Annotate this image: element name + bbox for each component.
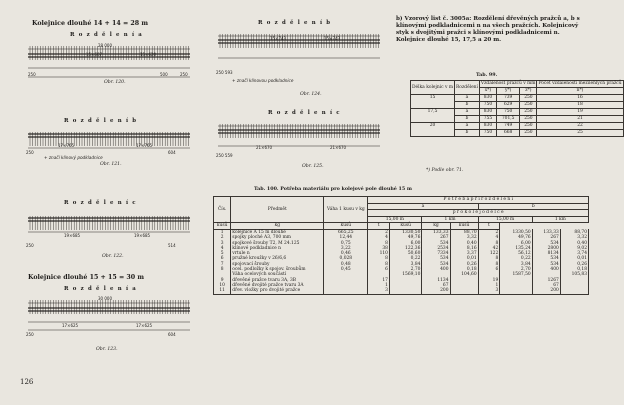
t100-cell: 0,01 — [450, 256, 478, 261]
t99-cell-z: 250 — [520, 130, 537, 137]
t99-cell-y: 749 — [496, 123, 519, 130]
t99-cell-variant: b — [455, 116, 480, 123]
t100-cell-item: klínové podkladnice n — [231, 246, 324, 251]
fig122-subtitle: R o z d ě l e n í c — [64, 200, 137, 206]
t100-cell: 267 — [422, 235, 450, 240]
table99 — [410, 80, 624, 137]
table-row — [411, 102, 624, 109]
t99-cell-variant: a — [455, 109, 480, 116]
t100-cell-item: dřevěné pražce tvaru 3A, 3B — [231, 278, 324, 283]
table-row — [214, 288, 589, 294]
fig120-subtitle: R o z d ě l e n í a — [70, 32, 143, 38]
t100-cell: 400 — [532, 267, 560, 272]
t100-cell: 3,37 — [450, 251, 478, 256]
table99-body — [411, 95, 624, 137]
t100-cell: 0,40 — [560, 241, 588, 246]
t100-units-row — [214, 223, 589, 230]
t100-cell: 17 — [368, 278, 390, 283]
t100-cell: 8 — [478, 241, 500, 246]
fig122-caption: Obr. 122. — [102, 254, 124, 259]
page-number: 126 — [20, 378, 34, 386]
t100-cell: 8134 — [532, 251, 560, 256]
t99-h-distance: Vzdálenost pražců v mm — [480, 81, 536, 86]
t99-cell-z: 250 — [520, 95, 537, 102]
t99-cell-length: 20 — [411, 123, 455, 130]
t100-cell: 534 — [422, 262, 450, 267]
t100-h-15m-b: 15,00 m — [478, 216, 532, 223]
t100-cell: 0,40 — [450, 241, 478, 246]
fig122-seg2: 19×685 — [134, 233, 151, 238]
fig120-seg2: 15×620 — [140, 52, 157, 57]
t100-cell: 6,00 — [500, 241, 532, 246]
t100-cell: 0,01 — [560, 256, 588, 261]
t100-h-b: b — [478, 203, 588, 210]
t100-cell: 3,74 — [560, 251, 588, 256]
t100-h-1km-b: 1 km — [532, 216, 588, 223]
fig121-left-gap: 250 — [26, 150, 34, 155]
fig122-track-diagram — [24, 216, 194, 246]
fig120-end: 250 — [180, 72, 188, 77]
fig125-track-diagram — [214, 124, 384, 154]
t100-cell: 2,70 — [389, 267, 421, 272]
t100-cell: 4 — [478, 235, 500, 240]
t99-cell-length — [411, 102, 455, 109]
t100-cell: 135,24 — [500, 246, 532, 251]
fig124-track-diagram — [214, 34, 384, 74]
fig124-ends: 250 593 — [216, 70, 233, 75]
t100-cell: 9 — [214, 278, 231, 283]
t99-cell-z: 250 — [520, 102, 537, 109]
t100-cell-item: pružné kroužky v 26/6,6 — [231, 256, 324, 261]
fig120-left-gap: 250 — [28, 72, 36, 77]
fig125-subtitle: R o z d ě l e n í c — [268, 110, 341, 116]
t100-cell: 104,60 — [450, 272, 478, 277]
t99-cell-n: 21 — [537, 116, 623, 123]
table-row — [411, 109, 624, 116]
t99-h-variant: Rozdělení — [455, 81, 480, 95]
table100-title: Tab. 100. Potřeba materiálu pro kolejové pole dlouhé 15 m — [254, 186, 412, 192]
intro-label: b) Vzorový list č. 3005a: — [396, 16, 472, 22]
fig123-seg2: 17×625 — [136, 323, 153, 328]
t100-cell-item: Váha ocelových součástí — [231, 272, 324, 277]
t100-cell: 49,76 — [500, 235, 532, 240]
t99-h-count: Počet vzdáleností mezilehlých pražců — [538, 81, 622, 86]
t100-cell: 2 — [368, 229, 390, 235]
t99-cell-x: 830 — [479, 123, 496, 130]
t100-cell-item: vrtule n — [231, 251, 324, 256]
t100-cell: 8 — [368, 256, 390, 261]
fig125-caption: Obr. 125. — [302, 164, 324, 169]
t100-cell: 0,028 — [324, 256, 368, 261]
t100-cell-item: kolejnice A 15 m dlouhé — [231, 229, 324, 235]
t99-cell-x: 830 — [479, 95, 496, 102]
t100-cell: 534 — [532, 262, 560, 267]
t100-cell: 200 — [422, 288, 450, 294]
t100-h-15m-a: 15,00 m — [368, 216, 422, 223]
t100-cell: 534 — [532, 241, 560, 246]
t100-h-no: Čís. — [214, 197, 231, 223]
fig121-right-gap: 604 — [168, 150, 176, 155]
t100-cell: 3 — [214, 241, 231, 246]
table-row — [411, 95, 624, 102]
t100-cell: 200 — [532, 288, 560, 294]
t100-cell: 2,70 — [500, 267, 532, 272]
t99-cell-y: 750 — [496, 109, 519, 116]
t99-cell-n: 22 — [537, 123, 623, 130]
t100-h-need: P o t ř e b a p ř i r o z d ě l e n í — [368, 197, 589, 204]
t100-unit-header: kg — [422, 223, 450, 230]
t100-unit-header: kg — [231, 223, 324, 230]
t99-sub-n: n*) — [537, 88, 623, 95]
t100-cell: 6,00 — [389, 241, 421, 246]
t100-cell: 1 — [478, 283, 500, 288]
t100-cell: 8 — [368, 262, 390, 267]
fig121-seg1: 17×765 — [58, 143, 75, 148]
t100-cell: 0,48 — [324, 262, 368, 267]
t100-cell: 400 — [422, 267, 450, 272]
t100-cell: 6 — [214, 256, 231, 261]
fig123-caption: Obr. 123. — [96, 347, 118, 352]
t100-cell: 6 — [368, 267, 390, 272]
table99-title: Tab. 99. — [476, 72, 498, 78]
t100-cell-item: ocel. podložky k spojov. šroubům — [231, 267, 324, 272]
fig124-note-text: značí klínovou podkladnice — [236, 78, 294, 83]
t99-sub-y: y*) — [496, 88, 519, 95]
t100-cell: 133,33 — [422, 229, 450, 235]
t100-unit-header: kusů — [389, 223, 421, 230]
fig125-seg2: 21×670 — [330, 145, 347, 150]
t100-cell: 7 — [214, 262, 231, 267]
t100-h-item: Předmět — [231, 197, 324, 223]
t99-cell-n: 18 — [537, 102, 623, 109]
fig121-note: + značí klínový podkladnice — [44, 155, 103, 160]
fig120-right-gap: 500 — [160, 72, 168, 77]
t99-cell-z: 250 — [520, 123, 537, 130]
t100-cell: 12,44 — [324, 235, 368, 240]
t99-cell-x: 750 — [479, 130, 496, 137]
t100-cell: 49,76 — [389, 235, 421, 240]
t99-cell-variant: a — [455, 95, 480, 102]
t99-cell-x: 750 — [479, 102, 496, 109]
t100-cell: 0,18 — [560, 267, 588, 272]
t100-cell: 3 — [368, 288, 390, 294]
t100-cell: 5 — [214, 251, 231, 256]
t99-cell-length: 17,5 — [411, 109, 455, 116]
t100-cell: 67 — [422, 283, 450, 288]
fig124-seg2: 15×743 — [324, 36, 341, 41]
t100-cell: 1569,10 — [389, 272, 421, 277]
t100-cell — [450, 288, 478, 294]
t100-cell-item: spojovací šrouby — [231, 262, 324, 267]
t100-unit-header: t — [368, 223, 390, 230]
t100-cell: 0,18 — [450, 267, 478, 272]
t100-cell: 11 — [214, 288, 231, 294]
t100-cell — [324, 288, 368, 294]
t100-cell: 9,02 — [560, 246, 588, 251]
t99-h-length: Délka kolejnic v m — [411, 81, 455, 95]
t100-cell: 42 — [478, 246, 500, 251]
t100-unit-header: kusů — [324, 223, 368, 230]
t100-cell: 534 — [422, 256, 450, 261]
t100-cell: 110 — [368, 251, 390, 256]
t100-cell: 534 — [532, 256, 560, 261]
t99-cell-length — [411, 116, 455, 123]
fig125-seg1: 21×670 — [256, 145, 273, 150]
t100-cell-item: spojkové šrouby T2, M 24.125 — [231, 241, 324, 246]
t99-cell-y: 668 — [496, 130, 519, 137]
t100-cell: 267 — [532, 235, 560, 240]
t99-cell-length — [411, 130, 455, 137]
t100-cell — [389, 288, 421, 294]
t99-cell-x: 830 — [479, 109, 496, 116]
t100-cell: 8 — [368, 241, 390, 246]
fig122-left-gap: 250 — [26, 243, 34, 248]
t100-cell: 8 — [478, 262, 500, 267]
table-row — [411, 116, 624, 123]
t100-cell: 1587,50 — [500, 272, 532, 277]
t100-cell-item: dřevěné dvojité pražce tvaru 3A — [231, 283, 324, 288]
t100-cell: 3,84 — [500, 262, 532, 267]
t100-cell: 4 — [214, 246, 231, 251]
fig121-note-text: značí klínový podkladnice — [48, 155, 103, 160]
t100-h-weight: Váha 1 kusu v kg — [324, 197, 368, 223]
t100-cell: 1267 — [532, 278, 560, 283]
t100-cell: 0,45 — [324, 267, 368, 272]
fig122-seg1: 19×685 — [64, 233, 81, 238]
t100-cell: 7334 — [422, 251, 450, 256]
t99-cell-z: 250 — [520, 116, 537, 123]
t100-cell: 19 — [478, 278, 500, 283]
t99-sub-z: z*) — [520, 88, 537, 95]
t100-cell: 2 — [214, 235, 231, 240]
t100-cell: 3,22 — [324, 246, 368, 251]
t100-cell: 0,26 — [450, 262, 478, 267]
t100-h-track-length: p r o k o l e j o d é l c e — [368, 210, 589, 217]
t100-cell: 665,25 — [324, 229, 368, 235]
t99-cell-y: 629 — [496, 102, 519, 109]
t100-cell: 1 — [368, 283, 390, 288]
table100 — [213, 196, 589, 295]
fig125-ends: 250 559 — [216, 153, 233, 158]
t100-cell: 10 — [214, 283, 231, 288]
t99-cell-z: 250 — [520, 109, 537, 116]
t100-cell: 2800 — [532, 246, 560, 251]
fig124-caption: Obr. 124. — [300, 92, 322, 97]
t100-cell: 88,70 — [450, 229, 478, 235]
fig123-left-gap: 250 — [26, 332, 34, 337]
fig120-caption: Obr. 120. — [104, 80, 126, 85]
t100-cell: 4 — [368, 235, 390, 240]
fig121-caption: Obr. 121. — [100, 162, 122, 167]
t100-cell: 56,12 — [500, 251, 532, 256]
t99-cell-variant: b — [455, 102, 480, 109]
heading-rails-30m: Kolejnice dlouhé 15 + 15 = 30 m — [28, 274, 145, 281]
heading-rails-28m: Kolejnice dlouhé 14 + 14 = 28 m — [32, 20, 149, 27]
t100-cell-item: dřev. vložky pro dvojité pražce — [231, 288, 324, 294]
intro-paragraph — [396, 16, 588, 44]
fig122-right-gap: 514 — [168, 243, 176, 248]
t100-cell: 8,16 — [450, 246, 478, 251]
t100-cell: 534 — [422, 241, 450, 246]
t100-cell: 3,32 — [450, 235, 478, 240]
t99-cell-n: 19 — [537, 109, 623, 116]
t100-cell: 8 — [214, 267, 231, 272]
fig123-sleepers — [30, 300, 189, 314]
fig123-subtitle: R o z d ě l e n í a — [64, 286, 137, 292]
fig124-seg1: 15×743 — [270, 36, 287, 41]
t99-cell-variant: b — [455, 130, 480, 137]
intro-text: Rozdělení dřevěných pražců a, b s klínovými podkladnicemi n na všech pražcích. Kolejnicový styk s dvojitými pražci s klínovými podkladnicemi n. Kolejnice dlouhé 15, 17,5 a 20 m. — [396, 16, 580, 44]
t100-unit-header: kusů — [214, 223, 231, 230]
t100-cell-item: spojky ploché A3, 700 mm — [231, 235, 324, 240]
t99-cell-y: 739 — [496, 95, 519, 102]
fig120-span: 28 000 — [98, 43, 112, 48]
t100-h-1km-a: 1 km — [422, 216, 478, 223]
table100-body — [214, 229, 589, 294]
t99-cell-n: 25 — [537, 130, 623, 137]
t99-cell-x: 755 — [479, 116, 496, 123]
t100-cell: 105,83 — [560, 272, 588, 277]
t100-cell: 122,36 — [389, 246, 421, 251]
fig121-seg2: 17×765 — [136, 143, 153, 148]
table-row — [411, 123, 624, 130]
fig124-note: + značí klínovou podkladnice — [232, 78, 294, 83]
t100-cell: 0,22 — [389, 256, 421, 261]
fig124-subtitle: R o z d ě l e n í b — [258, 20, 332, 26]
t100-cell: 1 — [214, 229, 231, 235]
fig123-seg1: 17×625 — [62, 323, 79, 328]
t100-cell: 1330,50 — [389, 229, 421, 235]
t100-cell: 67 — [532, 283, 560, 288]
t100-cell: 3 — [478, 288, 500, 294]
t100-cell: 122 — [478, 251, 500, 256]
fig120-sleepers — [30, 46, 189, 60]
t100-cell — [500, 288, 532, 294]
t99-cell-variant: a — [455, 123, 480, 130]
fig120-seg1: 15×607 — [86, 52, 103, 57]
t100-cell: 50,60 — [389, 251, 421, 256]
t100-cell: 2 — [478, 229, 500, 235]
t100-h-a: a — [368, 203, 478, 210]
t100-unit-header: t — [478, 223, 500, 230]
fig121-subtitle: R o z d ě l e n í b — [64, 118, 138, 124]
fig123-track-diagram — [24, 300, 194, 346]
t100-cell: 1134 — [422, 278, 450, 283]
t100-cell: 0,75 — [324, 241, 368, 246]
t100-cell: 0,22 — [500, 256, 532, 261]
fig123-right-gap: 604 — [168, 332, 176, 337]
t100-cell: 3,32 — [560, 235, 588, 240]
t100-cell: 2534 — [422, 246, 450, 251]
t100-cell: 1330,50 — [500, 229, 532, 235]
t99-sub-x: x*) — [479, 88, 496, 95]
t100-cell: 133,33 — [532, 229, 560, 235]
table-row — [411, 130, 624, 137]
t99-cell-length: 15 — [411, 95, 455, 102]
t100-cell: 8 — [478, 256, 500, 261]
t100-cell: 0,26 — [560, 262, 588, 267]
t100-cell: 38 — [368, 246, 390, 251]
t99-cell-n: 16 — [537, 95, 623, 102]
t99-cell-y: 701,5 — [496, 116, 519, 123]
t100-cell: 3,84 — [389, 262, 421, 267]
t100-cell: 6 — [478, 267, 500, 272]
t100-cell — [560, 288, 588, 294]
t100-cell: 0,46 — [324, 251, 368, 256]
t100-cell: 88,70 — [560, 229, 588, 235]
table99-footnote: *) Podle obr. 71. — [426, 168, 464, 173]
t100-unit-header: kusů — [450, 223, 478, 230]
fig123-span: 30 000 — [98, 296, 112, 301]
